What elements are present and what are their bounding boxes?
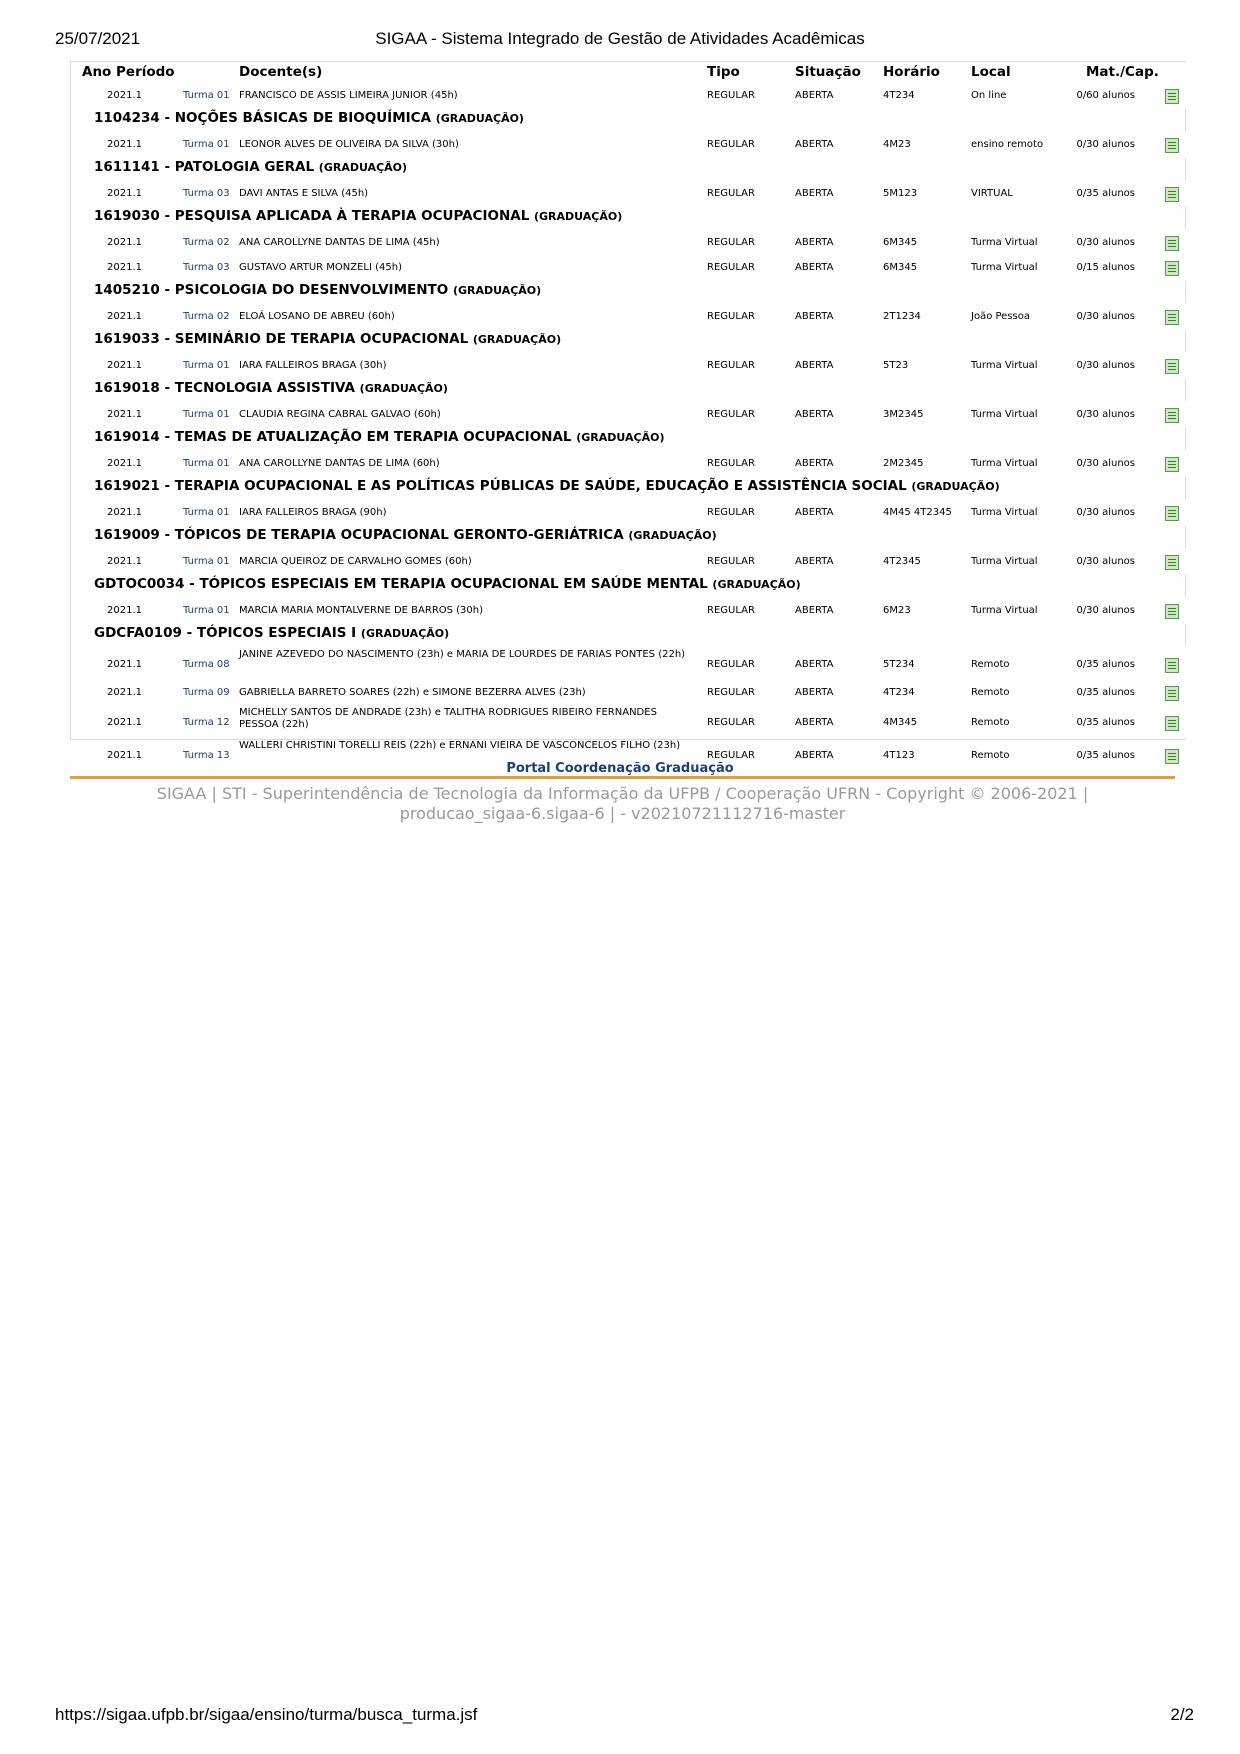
disciplina-level: (GRADUAÇÃO) [452,284,542,297]
horario-cell: 4T234 [883,90,915,101]
docente-cell: GUSTAVO ARTUR MONZELI (45h) [239,262,402,273]
header-docentes: Docente(s) [239,64,323,80]
ano-periodo-cell: 2021.1 [107,90,142,101]
row-edge [1185,624,1186,646]
ano-periodo-cell: 2021.1 [107,605,142,616]
ano-periodo-cell: 2021.1 [107,687,142,698]
docente-cell: MICHELLY SANTOS DE ANDRADE (23h) e TALITHA RODRIGUES RIBEIRO FERNANDES PESSOA (22h) [239,707,657,730]
disciplina-title [94,208,622,224]
turma-link[interactable]: Turma 03 [183,262,230,273]
disciplina-header [71,207,1186,229]
table-row [71,354,1186,376]
tipo-cell: REGULAR [707,90,755,101]
disciplina-header [71,281,1186,303]
disciplina-level: (GRADUAÇÃO) [534,210,623,223]
report-icon[interactable] [1165,187,1179,202]
disciplina-title [94,282,541,298]
table-row [71,231,1186,253]
tipo-cell: REGULAR [707,188,755,199]
situacao-cell: ABERTA [795,507,834,518]
mat-cap-cell: 0/30 alunos [1076,605,1135,616]
local-cell: Remoto [971,687,1010,698]
disciplina-header [71,477,1186,499]
table-row [71,706,1186,736]
ano-periodo-cell: 2021.1 [107,507,142,518]
local-cell: VIRTUAL [971,188,1013,199]
tipo-cell: REGULAR [707,139,755,150]
table-row [71,452,1186,474]
print-title: SIGAA - Sistema Integrado de Gestão de Atividades Acadêmicas [375,29,865,48]
tipo-cell: REGULAR [707,458,755,469]
disciplina-header [71,158,1186,180]
table-row [71,305,1186,327]
table-row [71,256,1186,278]
tipo-cell: REGULAR [707,409,755,420]
header-tipo: Tipo [707,64,740,80]
situacao-cell: ABERTA [795,237,834,248]
report-icon[interactable] [1165,310,1179,325]
disciplina-header [71,109,1186,131]
horario-cell: 5M123 [883,188,918,199]
mat-cap-cell: 0/35 alunos [1076,188,1135,199]
turma-link[interactable]: Turma 02 [183,311,230,322]
tipo-cell: REGULAR [707,556,755,567]
turma-link[interactable]: Turma 08 [183,659,230,670]
tipo-cell: REGULAR [707,687,755,698]
docente-cell: ANA CAROLLYNE DANTAS DE LIMA (60h) [239,458,440,469]
portal-coordenacao-link[interactable]: Portal Coordenação Graduação [506,761,734,776]
report-icon[interactable] [1165,236,1179,251]
mat-cap-cell: 0/30 alunos [1076,237,1135,248]
turma-link[interactable]: Turma 01 [183,90,230,101]
header-mat-cap: Mat./Cap. [1086,64,1159,80]
turma-link[interactable]: Turma 13 [183,750,230,761]
turma-link[interactable]: Turma 01 [183,458,230,469]
situacao-cell: ABERTA [795,687,834,698]
horario-cell: 4M45 4T2345 [883,507,952,518]
horario-cell: 6M345 [883,237,918,248]
situacao-cell: ABERTA [795,556,834,567]
disciplina-title [94,478,1000,494]
disciplina-level: (GRADUAÇÃO) [628,529,717,542]
row-edge [1185,477,1186,499]
mat-cap-cell: 0/30 alunos [1076,458,1135,469]
local-cell: Turma Virtual [971,237,1038,248]
row-edge [1185,281,1186,303]
disciplina-header [71,624,1186,646]
system-footer [70,784,1175,824]
disciplina-header [71,575,1186,597]
disciplina-name: 1405210 - PSICOLOGIA DO DESENVOLVIMENTO [94,282,449,298]
mat-cap-cell: 0/30 alunos [1076,556,1135,567]
report-icon[interactable] [1165,658,1179,673]
horario-cell: 2T1234 [883,311,921,322]
docente-cell: ELOÁ LOSANO DE ABREU (60h) [239,311,395,322]
disciplina-name: 1104234 - NOÇÕES BÁSICAS DE BIOQUÍMICA [94,110,432,126]
table-row [71,182,1186,204]
situacao-cell: ABERTA [795,409,834,420]
report-icon[interactable] [1165,457,1179,472]
docente-cell: ANA CAROLLYNE DANTAS DE LIMA (45h) [239,237,440,248]
table-row [71,599,1186,621]
situacao-cell: ABERTA [795,659,834,670]
local-cell: Remoto [971,750,1010,761]
header-local: Local [971,64,1011,80]
turma-link[interactable]: Turma 01 [183,507,230,518]
mat-cap-cell: 0/15 alunos [1076,262,1135,273]
horario-cell: 2M2345 [883,458,924,469]
horario-cell: 4T234 [883,687,915,698]
row-edge [1185,526,1186,548]
footer-divider [70,776,1175,779]
print-date: 25/07/2021 [55,29,141,48]
table-row [71,133,1186,155]
disciplina-title [94,625,449,641]
disciplina-name: 1611141 - PATOLOGIA GERAL [94,159,315,175]
report-icon[interactable] [1165,89,1179,104]
disciplina-name: 1619009 - TÓPICOS DE TERAPIA OCUPACIONAL GERONTO-GERIÁTRICA [94,527,624,543]
ano-periodo-cell: 2021.1 [107,262,142,273]
turmas-list [70,61,1186,761]
docente-cell: MARCIA MARIA MONTALVERNE DE BARROS (30h) [239,605,484,616]
table-row [71,84,1186,106]
report-icon[interactable] [1165,506,1179,521]
report-icon[interactable] [1165,716,1179,731]
horario-cell: 4M23 [883,139,911,150]
ano-periodo-cell: 2021.1 [107,717,142,728]
print-page-number: 2/2 [1170,1705,1194,1724]
situacao-cell: ABERTA [795,750,834,761]
disciplina-title [94,159,407,175]
local-cell: Turma Virtual [971,409,1038,420]
mat-cap-cell: 0/35 alunos [1076,717,1135,728]
situacao-cell: ABERTA [795,262,834,273]
mat-cap-cell: 0/60 alunos [1076,90,1135,101]
tipo-cell: REGULAR [707,237,755,248]
local-cell: João Pessoa [971,311,1030,322]
mat-cap-cell: 0/30 alunos [1076,139,1135,150]
table-row [71,403,1186,425]
report-icon[interactable] [1165,555,1179,570]
disciplina-header [71,428,1186,450]
horario-cell: 4T123 [883,750,915,761]
local-cell: Remoto [971,659,1010,670]
disciplina-level: (GRADUAÇÃO) [360,627,450,640]
table-row [71,501,1186,523]
row-edge [1185,158,1186,180]
docente-cell: CLAUDIA REGINA CABRAL GALVAO (60h) [239,409,441,420]
tipo-cell: REGULAR [707,750,755,761]
table-row [71,550,1186,572]
disciplina-level: (GRADUAÇÃO) [435,112,524,125]
turma-link[interactable]: Turma 02 [183,237,230,248]
disciplina-title [94,110,524,126]
local-cell: Turma Virtual [971,262,1038,273]
horario-cell: 3M2345 [883,409,924,420]
docente-cell: GABRIELLA BARRETO SOARES (22h) e SIMONE BEZERRA ALVES (23h) [239,687,586,698]
turma-link[interactable]: Turma 01 [183,556,230,567]
mat-cap-cell: 0/35 alunos [1076,659,1135,670]
horario-cell: 5T234 [883,659,915,670]
mat-cap-cell: 0/30 alunos [1076,507,1135,518]
disciplina-name: 1619021 - TERAPIA OCUPACIONAL E AS POLÍTICAS PÚBLICAS DE SAÚDE, EDUCAÇÃO E ASSISTÊNCIA SOCIAL [94,478,907,494]
disciplina-title [94,331,561,347]
mat-cap-cell: 0/30 alunos [1076,409,1135,420]
mat-cap-cell: 0/30 alunos [1076,360,1135,371]
ano-periodo-cell: 2021.1 [107,750,142,761]
situacao-cell: ABERTA [795,139,834,150]
disciplina-name: 1619018 - TECNOLOGIA ASSISTIVA [94,380,355,396]
ano-periodo-cell: 2021.1 [107,409,142,420]
disciplina-level: (GRADUAÇÃO) [576,431,665,444]
table-row [71,681,1186,703]
local-cell: Turma Virtual [971,605,1038,616]
row-edge [1185,330,1186,352]
report-icon[interactable] [1165,359,1179,374]
tipo-cell: REGULAR [707,659,755,670]
local-cell: On line [971,90,1007,101]
ano-periodo-cell: 2021.1 [107,139,142,150]
disciplina-level: (GRADUAÇÃO) [472,333,562,346]
ano-periodo-cell: 2021.1 [107,237,142,248]
tipo-cell: REGULAR [707,605,755,616]
header-ano-periodo: Ano Período [82,64,175,80]
ano-periodo-cell: 2021.1 [107,311,142,322]
disciplina-level: (GRADUAÇÃO) [318,161,408,174]
tipo-cell: REGULAR [707,717,755,728]
horario-cell: 4T2345 [883,556,921,567]
docente-cell: DAVI ANTAS E SILVA (45h) [239,188,369,199]
disciplina-level: (GRADUAÇÃO) [911,480,1000,493]
row-edge [1185,428,1186,450]
docente-cell: FRANCISCO DE ASSIS LIMEIRA JUNIOR (45h) [239,90,458,101]
disciplina-title [94,576,801,592]
horario-cell: 5T23 [883,360,909,371]
report-icon[interactable] [1165,138,1179,153]
docente-cell: IARA FALLEIROS BRAGA (30h) [239,360,387,371]
row-edge [1185,379,1186,401]
disciplina-header [71,379,1186,401]
docente-cell: IARA FALLEIROS BRAGA (90h) [239,507,387,518]
tipo-cell: REGULAR [707,507,755,518]
disciplina-level: (GRADUAÇÃO) [712,578,801,591]
mat-cap-cell: 0/30 alunos [1076,311,1135,322]
disciplina-name: 1619030 - PESQUISA APLICADA À TERAPIA OCUPACIONAL [94,208,530,224]
docente-cell: LEONOR ALVES DE OLIVEIRA DA SILVA (30h) [239,139,459,150]
footer-line-1: SIGAA | STI - Superintendência de Tecnologia da Informação da UFPB / Cooperação UFRN - Copyright © 2006-2021 | [156,784,1089,803]
disciplina-level: (GRADUAÇÃO) [359,382,448,395]
ano-periodo-cell: 2021.1 [107,458,142,469]
tipo-cell: REGULAR [707,311,755,322]
turma-link[interactable]: Turma 09 [183,687,230,698]
local-cell: Turma Virtual [971,507,1038,518]
report-icon[interactable] [1165,686,1179,701]
tipo-cell: REGULAR [707,262,755,273]
turma-link[interactable]: Turma 03 [183,188,230,199]
docente-cell: MARCIA QUEIROZ DE CARVALHO GOMES (60h) [239,556,472,567]
row-edge [1185,109,1186,131]
row-edge [1185,207,1186,229]
situacao-cell: ABERTA [795,188,834,199]
turma-link[interactable]: Turma 01 [183,605,230,616]
disciplina-name: 1619014 - TEMAS DE ATUALIZAÇÃO EM TERAPIA OCUPACIONAL [94,429,572,445]
ano-periodo-cell: 2021.1 [107,188,142,199]
ano-periodo-cell: 2021.1 [107,360,142,371]
situacao-cell: ABERTA [795,360,834,371]
horario-cell: 4M345 [883,717,918,728]
docente-cell: JANINE AZEVEDO DO NASCIMENTO (23h) e MARIA DE LOURDES DE FARIAS PONTES (22h) [239,649,686,660]
local-cell: Turma Virtual [971,360,1038,371]
turma-link[interactable]: Turma 01 [183,139,230,150]
situacao-cell: ABERTA [795,458,834,469]
turma-link[interactable]: Turma 12 [183,717,230,728]
docente-cell: WALLERI CHRISTINI TORELLI REIS (22h) e ERNANI VIEIRA DE VASCONCELOS FILHO (23h) [239,740,681,751]
turma-link[interactable]: Turma 01 [183,409,230,420]
disciplina-title [94,380,448,396]
tipo-cell: REGULAR [707,360,755,371]
disciplina-name: 1619033 - SEMINÁRIO DE TERAPIA OCUPACIONAL [94,331,469,347]
report-icon[interactable] [1165,408,1179,423]
situacao-cell: ABERTA [795,717,834,728]
turma-link[interactable]: Turma 01 [183,360,230,371]
situacao-cell: ABERTA [795,311,834,322]
local-cell: Turma Virtual [971,556,1038,567]
ano-periodo-cell: 2021.1 [107,659,142,670]
horario-cell: 6M23 [883,605,911,616]
footer-line-2: producao_sigaa-6.sigaa-6 | - v20210721112716-master [399,804,846,823]
row-edge [1185,575,1186,597]
horario-cell: 6M345 [883,262,918,273]
disciplina-header [71,526,1186,548]
mat-cap-cell: 0/35 alunos [1076,750,1135,761]
table-row [71,648,1186,678]
disciplina-title [94,429,664,445]
report-icon[interactable] [1165,261,1179,276]
print-url: https://sigaa.ufpb.br/sigaa/ensino/turma/busca_turma.jsf [55,1705,478,1724]
disciplina-header [71,330,1186,352]
header-horario: Horário [883,64,940,80]
disciplina-name: GDCFA0109 - TÓPICOS ESPECIAIS I [94,625,357,641]
ano-periodo-cell: 2021.1 [107,556,142,567]
disciplina-title [94,527,717,543]
situacao-cell: ABERTA [795,90,834,101]
disciplina-name: GDTOC0034 - TÓPICOS ESPECIAIS EM TERAPIA OCUPACIONAL EM SAÚDE MENTAL [94,576,708,592]
report-icon[interactable] [1165,604,1179,619]
local-cell: Turma Virtual [971,458,1038,469]
local-cell: Remoto [971,717,1010,728]
mat-cap-cell: 0/35 alunos [1076,687,1135,698]
header-situacao: Situação [795,64,861,80]
table-header [71,62,1186,84]
situacao-cell: ABERTA [795,605,834,616]
local-cell: ensino remoto [971,139,1044,150]
